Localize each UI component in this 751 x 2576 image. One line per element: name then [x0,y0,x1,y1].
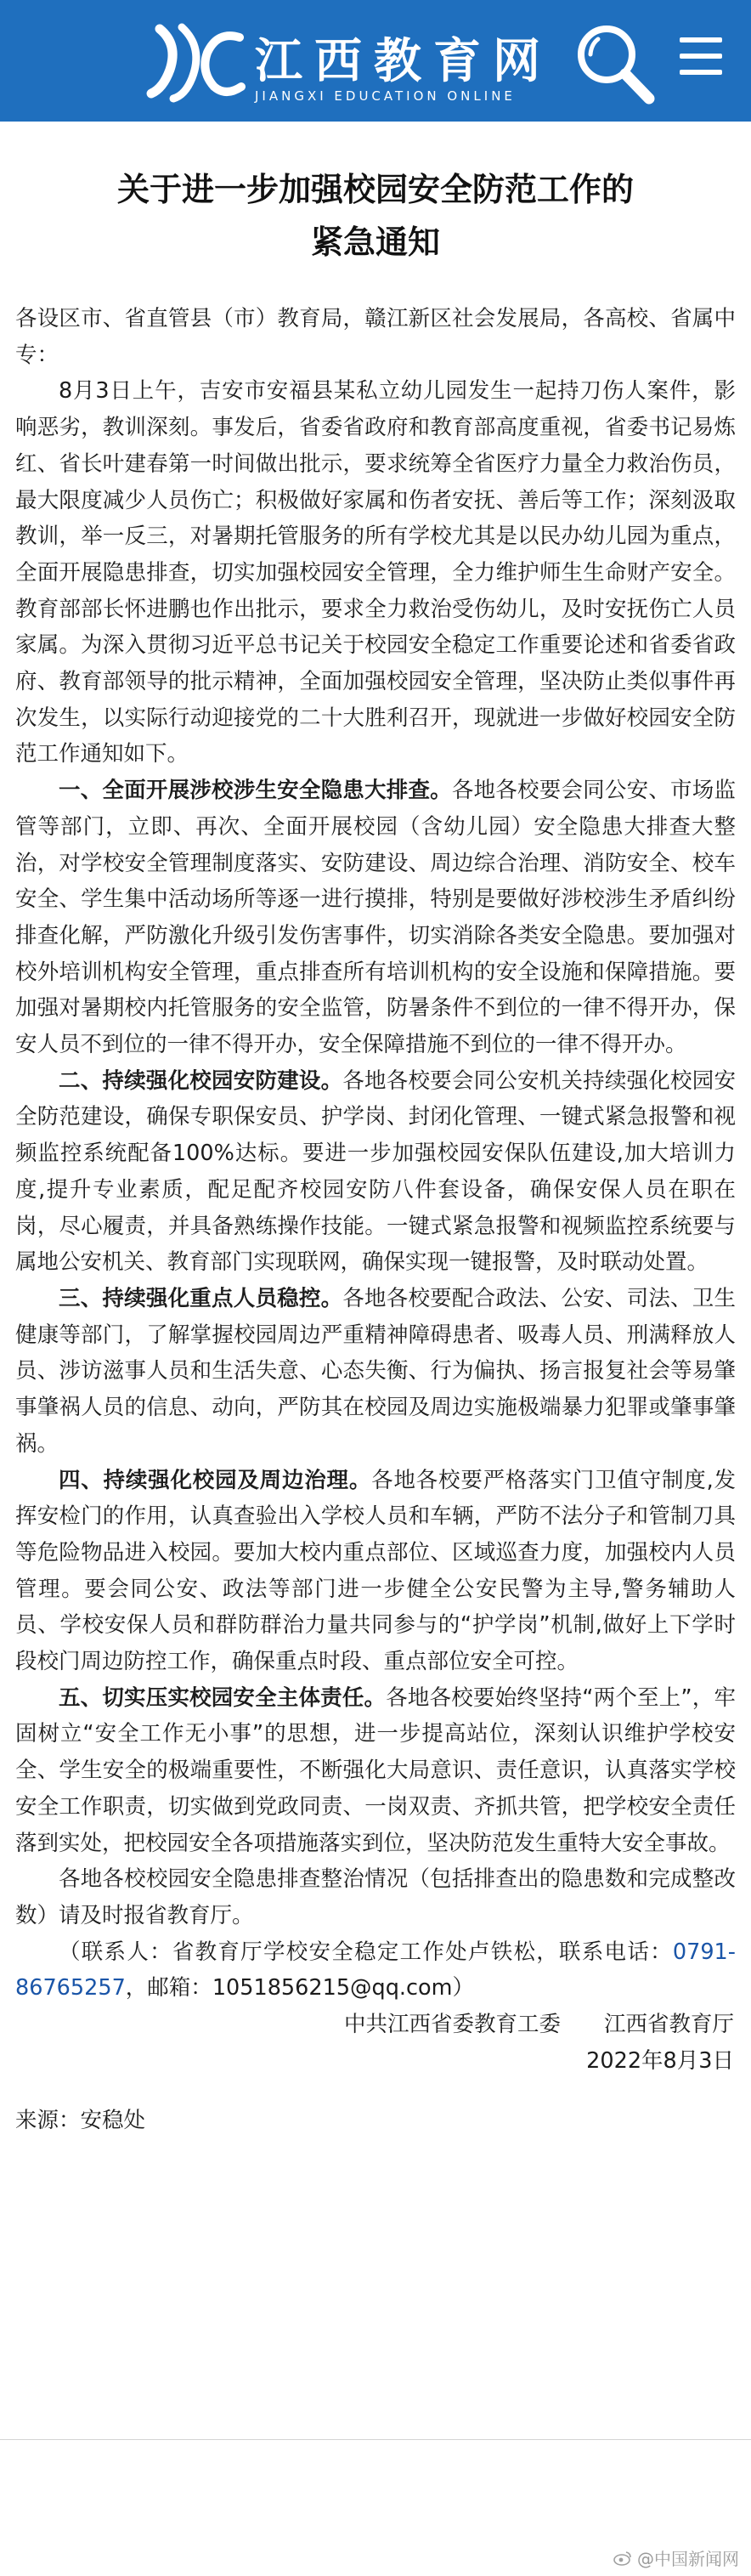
contact-paragraph [15,1934,736,2007]
contact-phone-link[interactable]: 0791-86765257 [15,1939,736,2001]
site-logo[interactable] [144,19,552,104]
article-title-line-1: 关于进一步加强校园安全防范工作的 [116,171,634,208]
article-title [34,163,717,269]
intro-paragraph: 8月3日上午，吉安市安福县某私立幼儿园发生一起持刀伤人案件，影响恶劣，教训深刻。事发后，省委省政府和教育部高度重视，省委书记易炼红、省长叶建春第一时间做出批示，要求统筹全省医疗力量全力救治伤员，最大限度减少人员伤亡；积极做好家属和伤者安抚、善后等工作；深刻汲取教训，举一反三，对暑期托管服务的所有学校尤其是以民办幼儿园为重点，全面开展隐患排查，切实加强校园安全管理，全力维护师生生命财产安全。教育部部长怀进鹏也作出批示，要求全力救治受伤幼儿，及时安抚伤亡人员家属。为深入贯彻习近平总书记关于校园安全稳定工作重要论述和省委省政府、教育部领导的批示精神，全面加强校园安全管理，坚决防止类似事件再次发生，以实际行动迎接党的二十大胜利召开，现就进一步做好校园安全防范工作通知如下。 [15,378,736,767]
section-body: 各地各校要配合政法、公安、司法、卫生健康等部门，了解掌握校园周边严重精神障碍患者、吸毒人员、刑满释放人员、涉访滋事人员和生活失意、心态失衡、行为偏执、扬言报复社会等易肇事肇祸人员的信息、动向，严防其在校园及周边实施极端暴力犯罪或肇事肇祸。 [15,1285,736,1457]
logo-title: 江西教育网 [255,33,552,89]
source-line: 来源：安稳处 [15,2108,146,2134]
site-header [0,0,751,122]
search-button[interactable] [567,17,661,110]
section-heading: 二、持续强化校园安防建设。 [59,1067,343,1094]
article-title-line-2: 紧急通知 [310,224,440,261]
contact-email: 1051856215@qq.com [212,1975,453,2001]
hamburger-menu-icon [680,37,722,42]
divider [0,2439,751,2440]
section-paragraph [15,773,736,1063]
search-icon [567,17,661,110]
contact-mid: ，邮箱： [125,1975,212,2001]
section-paragraph [15,1281,736,1463]
section-paragraph [15,1463,736,1680]
closing-paragraph: 各地各校校园安全隐患排查整治情况（包括排查出的隐患数和完成整改数）请及时报省教育厅。 [15,1866,736,1928]
contact-prefix: （联系人：省教育厅学校安全稳定工作处卢铁松，联系电话： [59,1939,673,1965]
article-body [15,301,736,2139]
section-paragraph [15,1680,736,1862]
section-heading: 四、持续强化校园及周边治理。 [59,1467,372,1493]
section-body: 各地各校要会同公安机关持续强化校园安全防范建设，确保专职保安员、护学岗、封闭化管理、一键式紧急报警和视频监控系统配备100%达标。要进一步加强校园安保队伍建设,加大培训力度,提升专业素质，配足配齐校园安防八件套设备，确保安保人员在职在岗，尽心履责，并具备熟练操作技能。一键式紧急报警和视频监控系统要与属地公安机关、教育部门实现联网，确保实现一键报警，及时联动处置。 [15,1067,736,1276]
section-heading: 一、全面开展涉校涉生安全隐患大排查。 [59,778,452,804]
watermark-text: @中国新闻网 [637,2549,739,2569]
menu-button[interactable] [676,37,726,87]
section-body: 各地各校要始终坚持“两个至上”，牢固树立“安全工作无小事”的思想，进一步提高站位，深刻认识维护学校安全、学生安全的极端重要性，不断强化大局意识、责任意识，认真落实学校安全工作职责，切实做到党政同责、一岗双责、齐抓共管，把学校安全责任落到实处，把校园安全各项措施落实到位，坚决防范发生重特大安全事故。 [15,1684,736,1856]
hamburger-menu-icon [680,54,722,59]
signature-org: 中共江西省委教育工委 江西省教育厅 [343,2012,734,2038]
section-body: 各地各校要会同公安、市场监管等部门，立即、再次、全面开展校园（含幼儿园）安全隐患大排查大整治，对学校安全管理制度落实、安防建设、周边综合治理、消防安全、校车安全、学生集中活动场所等逐一进行摸排，特别是要做好涉校涉生矛盾纠纷排查化解，严防激化升级引发伤害事件，切实消除各类安全隐患。要加强对校外培训机构安全管理，重点排查所有培训机构的安全设施和保障措施。要加强对暑期校内托管服务的安全监管，防暑条件不到位的一律不得开办，保安人员不到位的一律不得开办，安全保障措施不到位的一律不得开办。 [15,778,736,1058]
contact-suffix: ） [452,1975,475,2001]
logo-subtitle: JIANGXI EDUCATION ONLINE [255,88,516,104]
hamburger-menu-icon [680,70,722,75]
addressee: 各设区市、省直管县（市）教育局，赣江新区社会发展局，各高校、省属中专： [15,306,736,368]
watermark [613,2545,739,2570]
section-heading: 三、持续强化重点人员稳控。 [59,1285,343,1311]
signature-date: 2022年8月3日 [586,2047,734,2074]
section-body: 各地各校要严格落实门卫值守制度,发挥安检门的作用，认真查验出入学校人员和车辆，严防不法分子和管制刀具等危险物品进入校园。要加大校内重点部位、区域巡查力度，加强校内人员管理。要会同公安、政法等部门进一步健全公安民警为主导,警务辅助人员、学校安保人员和群防群治力量共同参与的“护学岗”机制,做好上下学时段校门周边防控工作，确保重点时段、重点部位安全可控。 [15,1467,736,1675]
logo-mark-icon [144,19,246,104]
section-paragraph [15,1063,736,1281]
section-heading: 五、切实压实校园安全主体责任。 [59,1684,387,1711]
weibo-icon [613,2551,632,2566]
